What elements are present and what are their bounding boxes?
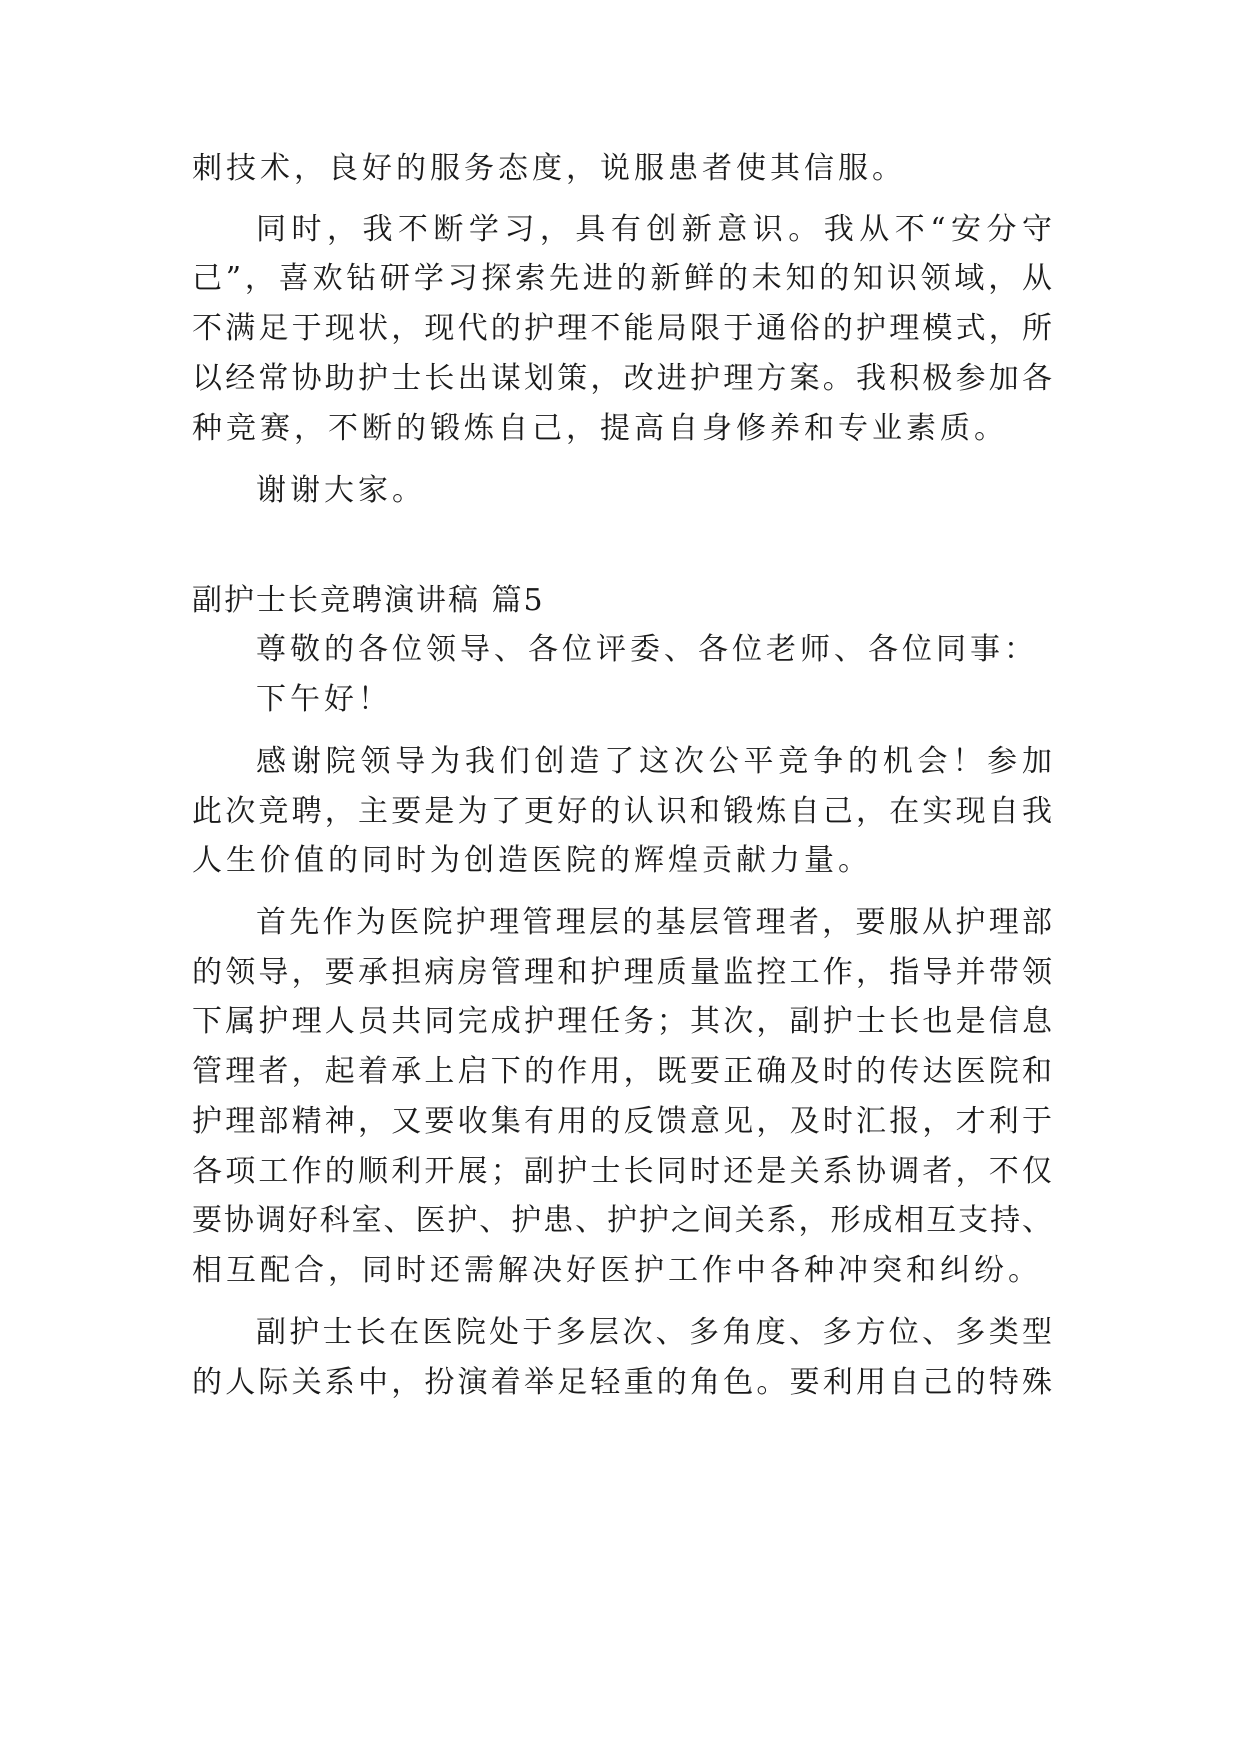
paragraph-line: 首先作为医院护理管理层的基层管理者，要服从护理部 <box>256 905 1052 940</box>
paragraph-line: 刺技术，良好的服务态度，说服患者使其信服。 <box>192 151 906 186</box>
paragraph-line: 要协调好科室、医护、护患、护护之间关系，形成相互支持、 <box>192 1203 1052 1238</box>
paragraph-line: 尊敬的各位领导、各位评委、各位老师、各位同事： <box>256 632 1038 667</box>
paragraph-line: 护理部精神，又要收集有用的反馈意见，及时汇报，才利于 <box>192 1104 1052 1139</box>
paragraph-line: 感谢院领导为我们创造了这次公平竞争的机会！参加 <box>256 744 1052 779</box>
paragraph-line: 相互配合，同时还需解决好医护工作中各种冲突和纠纷。 <box>192 1253 1042 1288</box>
paragraph-line: 各项工作的顺利开展；副护士长同时还是关系协调者，不仅 <box>192 1154 1052 1189</box>
paragraph-line: 的领导，要承担病房管理和护理质量监控工作，指导并带领 <box>192 955 1052 990</box>
paragraph-line: 己”，喜欢钻研学习探索先进的新鲜的未知的知识领域，从 <box>192 261 1052 296</box>
paragraph-line: 下属护理人员共同完成护理任务；其次，副护士长也是信息 <box>192 1004 1052 1039</box>
paragraph-line: 此次竞聘，主要是为了更好的认识和锻炼自己，在实现自我 <box>192 794 1052 829</box>
paragraph-line: 种竞赛，不断的锻炼自己，提高自身修养和专业素质。 <box>192 411 1008 446</box>
paragraph-line: 不满足于现状，现代的护理不能局限于通俗的护理模式，所 <box>192 311 1052 346</box>
paragraph-line: 管理者，起着承上启下的作用，既要正确及时的传达医院和 <box>192 1054 1052 1089</box>
paragraph-line: 副护士长在医院处于多层次、多角度、多方位、多类型 <box>256 1315 1052 1350</box>
paragraph-line: 谢谢大家。 <box>256 473 426 508</box>
paragraph-line: 同时，我不断学习，具有创新意识。我从不“安分守 <box>256 212 1052 247</box>
paragraph-line: 下午好！ <box>256 682 392 717</box>
paragraph-line: 的人际关系中，扮演着举足轻重的角色。要利用自己的特殊 <box>192 1365 1052 1400</box>
paragraph-line: 人生价值的同时为创造医院的辉煌贡献力量。 <box>192 843 872 878</box>
paragraph-line: 以经常协助护士长出谋划策，改进护理方案。我积极参加各 <box>192 361 1052 396</box>
section-heading: 副护士长竞聘演讲稿 篇5 <box>192 583 545 618</box>
